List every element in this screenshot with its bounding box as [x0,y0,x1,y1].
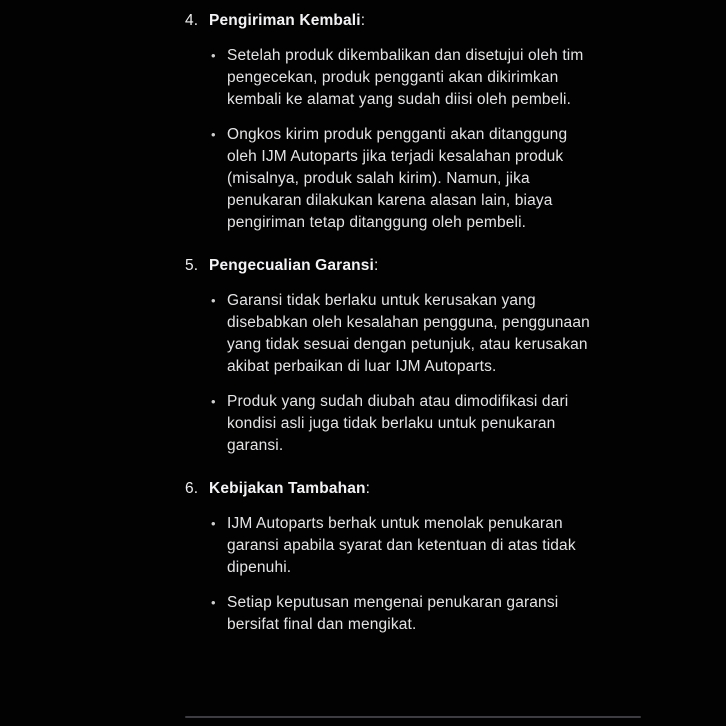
section-number: 5. [185,257,199,274]
bullet-icon: • [211,48,216,63]
section-heading [185,10,597,32]
section-title-wrap [209,255,597,277]
section-heading [185,255,597,277]
bullet-text: Ongkos kirim produk pengganti akan ditanggung oleh IJM Autoparts jika terjadi kesalahan produk (misalnya, produk salah kirim). Namun, jika penukaran dilakukan karena alasan lain, biaya pengiriman tetap ditanggung oleh pembeli. [227,126,568,231]
list-item [211,391,597,457]
list-item [211,124,597,234]
section-kebijakan-tambahan [185,478,597,636]
bullet-icon: • [211,516,216,531]
section-title-suffix: : [373,257,379,274]
bullet-text: Garansi tidak berlaku untuk kerusakan yang disebabkan oleh kesalahan pengguna, penggunaan yang tidak sesuai dengan petunjuk, atau kerusakan akibat perbaikan di luar IJM Autoparts. [227,292,590,375]
section-title-wrap [209,10,597,32]
section-number: 4. [185,12,199,29]
bullet-icon: • [211,293,216,308]
section-title: Pengiriman Kembali [209,12,361,29]
policy-text-block [185,10,597,657]
list-item [211,290,597,378]
list-item [211,592,597,636]
section-heading [185,478,597,500]
bottom-divider [185,716,641,718]
section-title: Kebijakan Tambahan [209,480,366,497]
section-number: 6. [185,480,199,497]
list-item [211,45,597,111]
section-title-suffix: : [365,480,371,497]
section-title-wrap [209,478,597,500]
section-pengecualian-garansi [185,255,597,457]
bullet-text: Produk yang sudah diubah atau dimodifikasi dari kondisi asli juga tidak berlaku untuk penukaran garansi. [227,393,569,454]
list-item [211,513,597,579]
section-pengiriman-kembali [185,10,597,234]
bullet-text: Setiap keputusan mengenai penukaran garansi bersifat final dan mengikat. [227,594,559,633]
bullet-icon: • [211,394,216,409]
bullet-icon: • [211,595,216,610]
bullet-text: Setelah produk dikembalikan dan disetujui oleh tim pengecekan, produk pengganti akan dikirimkan kembali ke alamat yang sudah diisi oleh pembeli. [227,47,584,108]
bullet-icon: • [211,127,216,142]
bullet-text: IJM Autoparts berhak untuk menolak penukaran garansi apabila syarat dan ketentuan di atas tidak dipenuhi. [227,515,576,576]
section-title: Pengecualian Garansi [209,257,374,274]
section-title-suffix: : [360,12,366,29]
